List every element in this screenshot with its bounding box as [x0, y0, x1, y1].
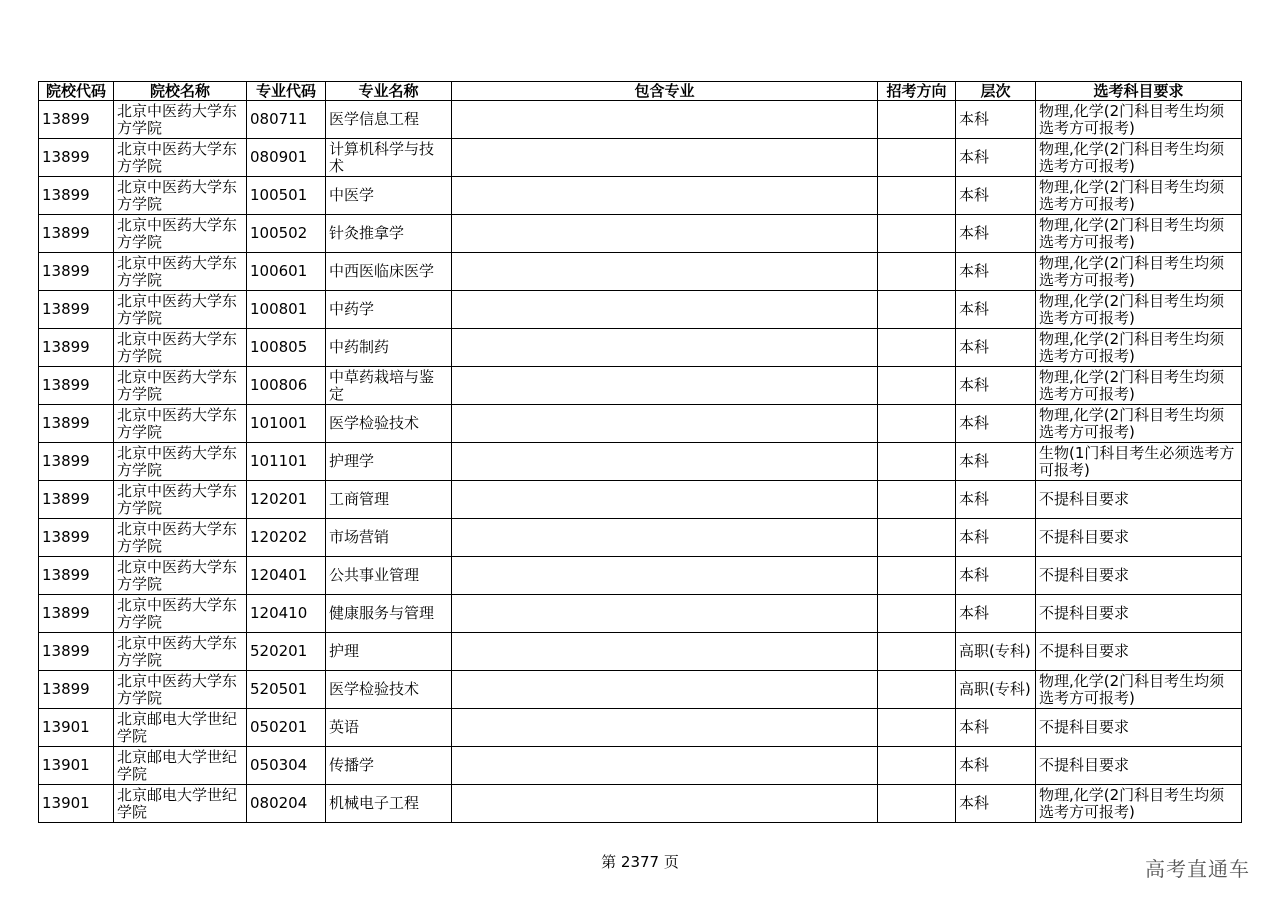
- table-row: [39, 405, 1242, 443]
- cell-level: 高职(专科): [956, 633, 1036, 671]
- cell-direction: [878, 329, 956, 367]
- cell-school-code: 13899: [39, 177, 114, 215]
- cell-level: 本科: [956, 785, 1036, 823]
- cell-level: 本科: [956, 101, 1036, 139]
- table-row: [39, 253, 1242, 291]
- cell-subject-requirement: 物理,化学(2门科目考生均须选考方可报考): [1036, 215, 1242, 253]
- header-cell-school-name: 院校名称: [114, 82, 247, 101]
- cell-major-code: 100501: [247, 177, 326, 215]
- cell-major-name: 工商管理: [326, 481, 452, 519]
- cell-level: 本科: [956, 405, 1036, 443]
- cell-major-code: 080901: [247, 139, 326, 177]
- table-row: [39, 329, 1242, 367]
- cell-included-majors: [452, 329, 878, 367]
- cell-included-majors: [452, 177, 878, 215]
- cell-major-code: 120201: [247, 481, 326, 519]
- cell-school-code: 13899: [39, 633, 114, 671]
- cell-major-name: 中医学: [326, 177, 452, 215]
- cell-major-code: 101101: [247, 443, 326, 481]
- cell-major-code: 520501: [247, 671, 326, 709]
- cell-major-code: 101001: [247, 405, 326, 443]
- cell-major-name: 医学信息工程: [326, 101, 452, 139]
- cell-major-code: 100502: [247, 215, 326, 253]
- cell-major-code: 050201: [247, 709, 326, 747]
- cell-included-majors: [452, 215, 878, 253]
- table-row: [39, 367, 1242, 405]
- cell-school-code: 13899: [39, 139, 114, 177]
- header-cell-level: 层次: [956, 82, 1036, 101]
- cell-major-name: 机械电子工程: [326, 785, 452, 823]
- cell-school-name: 北京中医药大学东方学院: [114, 405, 247, 443]
- cell-included-majors: [452, 785, 878, 823]
- admissions-table: [38, 81, 1242, 823]
- cell-included-majors: [452, 367, 878, 405]
- cell-major-name: 中西医临床医学: [326, 253, 452, 291]
- cell-major-name: 计算机科学与技术: [326, 139, 452, 177]
- cell-subject-requirement: 物理,化学(2门科目考生均须选考方可报考): [1036, 177, 1242, 215]
- cell-subject-requirement: 不提科目要求: [1036, 481, 1242, 519]
- cell-school-name: 北京中医药大学东方学院: [114, 215, 247, 253]
- cell-major-code: 050304: [247, 747, 326, 785]
- cell-school-code: 13899: [39, 405, 114, 443]
- cell-direction: [878, 747, 956, 785]
- cell-major-name: 市场营销: [326, 519, 452, 557]
- header-cell-major-name: 专业名称: [326, 82, 452, 101]
- cell-subject-requirement: 不提科目要求: [1036, 747, 1242, 785]
- cell-school-code: 13901: [39, 709, 114, 747]
- cell-major-name: 护理: [326, 633, 452, 671]
- cell-major-name: 中药制药: [326, 329, 452, 367]
- table-row: [39, 595, 1242, 633]
- cell-major-code: 100601: [247, 253, 326, 291]
- cell-level: 本科: [956, 215, 1036, 253]
- cell-school-code: 13899: [39, 595, 114, 633]
- table-row: [39, 101, 1242, 139]
- cell-direction: [878, 139, 956, 177]
- cell-major-name: 英语: [326, 709, 452, 747]
- header-cell-direction: 招考方向: [878, 82, 956, 101]
- cell-school-code: 13899: [39, 557, 114, 595]
- cell-direction: [878, 519, 956, 557]
- table-row: [39, 443, 1242, 481]
- cell-school-name: 北京中医药大学东方学院: [114, 177, 247, 215]
- cell-subject-requirement: 物理,化学(2门科目考生均须选考方可报考): [1036, 291, 1242, 329]
- cell-direction: [878, 709, 956, 747]
- cell-school-name: 北京中医药大学东方学院: [114, 253, 247, 291]
- cell-subject-requirement: 不提科目要求: [1036, 633, 1242, 671]
- cell-level: 本科: [956, 595, 1036, 633]
- cell-included-majors: [452, 557, 878, 595]
- cell-school-code: 13901: [39, 747, 114, 785]
- cell-subject-requirement: 不提科目要求: [1036, 595, 1242, 633]
- cell-level: 高职(专科): [956, 671, 1036, 709]
- header-cell-major-code: 专业代码: [247, 82, 326, 101]
- cell-included-majors: [452, 443, 878, 481]
- cell-major-code: 100805: [247, 329, 326, 367]
- table-row: [39, 481, 1242, 519]
- cell-subject-requirement: 不提科目要求: [1036, 557, 1242, 595]
- cell-major-code: 120410: [247, 595, 326, 633]
- cell-included-majors: [452, 253, 878, 291]
- table-row: [39, 177, 1242, 215]
- cell-major-name: 针灸推拿学: [326, 215, 452, 253]
- cell-level: 本科: [956, 481, 1036, 519]
- cell-direction: [878, 671, 956, 709]
- cell-school-name: 北京中医药大学东方学院: [114, 443, 247, 481]
- table-row: [39, 291, 1242, 329]
- cell-included-majors: [452, 671, 878, 709]
- cell-school-name: 北京邮电大学世纪学院: [114, 709, 247, 747]
- cell-level: 本科: [956, 747, 1036, 785]
- cell-school-name: 北京中医药大学东方学院: [114, 671, 247, 709]
- cell-level: 本科: [956, 709, 1036, 747]
- cell-major-code: 120202: [247, 519, 326, 557]
- table-row: [39, 785, 1242, 823]
- cell-school-code: 13899: [39, 367, 114, 405]
- cell-level: 本科: [956, 253, 1036, 291]
- cell-subject-requirement: 不提科目要求: [1036, 519, 1242, 557]
- table-row: [39, 557, 1242, 595]
- table-row: [39, 671, 1242, 709]
- page-number: 第 2377 页: [601, 853, 679, 871]
- table-row: [39, 709, 1242, 747]
- cell-major-code: 120401: [247, 557, 326, 595]
- cell-school-name: 北京中医药大学东方学院: [114, 329, 247, 367]
- table-row: [39, 633, 1242, 671]
- cell-direction: [878, 785, 956, 823]
- cell-major-code: 080711: [247, 101, 326, 139]
- cell-school-code: 13899: [39, 101, 114, 139]
- cell-school-code: 13899: [39, 291, 114, 329]
- cell-school-code: 13899: [39, 481, 114, 519]
- cell-subject-requirement: 不提科目要求: [1036, 709, 1242, 747]
- table-row: [39, 215, 1242, 253]
- cell-direction: [878, 443, 956, 481]
- cell-level: 本科: [956, 329, 1036, 367]
- cell-direction: [878, 633, 956, 671]
- cell-school-code: 13899: [39, 443, 114, 481]
- cell-school-code: 13899: [39, 329, 114, 367]
- cell-direction: [878, 595, 956, 633]
- cell-major-name: 中草药栽培与鉴定: [326, 367, 452, 405]
- cell-school-name: 北京中医药大学东方学院: [114, 595, 247, 633]
- cell-level: 本科: [956, 177, 1036, 215]
- cell-subject-requirement: 物理,化学(2门科目考生均须选考方可报考): [1036, 139, 1242, 177]
- cell-subject-requirement: 物理,化学(2门科目考生均须选考方可报考): [1036, 253, 1242, 291]
- cell-school-name: 北京邮电大学世纪学院: [114, 785, 247, 823]
- cell-included-majors: [452, 139, 878, 177]
- header-cell-included-majors: 包含专业: [452, 82, 878, 101]
- cell-direction: [878, 367, 956, 405]
- cell-direction: [878, 405, 956, 443]
- header-row: [39, 82, 1242, 101]
- cell-direction: [878, 291, 956, 329]
- cell-included-majors: [452, 709, 878, 747]
- cell-major-name: 中药学: [326, 291, 452, 329]
- cell-major-name: 健康服务与管理: [326, 595, 452, 633]
- cell-school-name: 北京中医药大学东方学院: [114, 557, 247, 595]
- cell-subject-requirement: 生物(1门科目考生必须选考方可报考): [1036, 443, 1242, 481]
- header-cell-school-code: 院校代码: [39, 82, 114, 101]
- header-cell-subject-requirement: 选考科目要求: [1036, 82, 1242, 101]
- cell-major-code: 080204: [247, 785, 326, 823]
- cell-subject-requirement: 物理,化学(2门科目考生均须选考方可报考): [1036, 785, 1242, 823]
- cell-included-majors: [452, 747, 878, 785]
- cell-major-code: 100806: [247, 367, 326, 405]
- cell-school-name: 北京中医药大学东方学院: [114, 139, 247, 177]
- cell-subject-requirement: 物理,化学(2门科目考生均须选考方可报考): [1036, 367, 1242, 405]
- cell-major-name: 公共事业管理: [326, 557, 452, 595]
- cell-included-majors: [452, 595, 878, 633]
- cell-school-name: 北京中医药大学东方学院: [114, 519, 247, 557]
- cell-major-name: 医学检验技术: [326, 405, 452, 443]
- cell-major-code: 520201: [247, 633, 326, 671]
- table-row: [39, 747, 1242, 785]
- cell-school-name: 北京中医药大学东方学院: [114, 633, 247, 671]
- cell-school-name: 北京中医药大学东方学院: [114, 101, 247, 139]
- cell-level: 本科: [956, 139, 1036, 177]
- table-body: [39, 101, 1242, 823]
- cell-direction: [878, 177, 956, 215]
- cell-direction: [878, 253, 956, 291]
- cell-major-code: 100801: [247, 291, 326, 329]
- cell-school-name: 北京中医药大学东方学院: [114, 291, 247, 329]
- table-row: [39, 519, 1242, 557]
- cell-subject-requirement: 物理,化学(2门科目考生均须选考方可报考): [1036, 405, 1242, 443]
- cell-included-majors: [452, 519, 878, 557]
- cell-major-name: 传播学: [326, 747, 452, 785]
- cell-level: 本科: [956, 557, 1036, 595]
- cell-major-name: 医学检验技术: [326, 671, 452, 709]
- cell-school-name: 北京邮电大学世纪学院: [114, 747, 247, 785]
- watermark-text: 高考直通车: [1145, 857, 1250, 881]
- cell-included-majors: [452, 481, 878, 519]
- cell-level: 本科: [956, 291, 1036, 329]
- cell-level: 本科: [956, 519, 1036, 557]
- cell-direction: [878, 481, 956, 519]
- cell-included-majors: [452, 291, 878, 329]
- cell-level: 本科: [956, 367, 1036, 405]
- cell-school-name: 北京中医药大学东方学院: [114, 481, 247, 519]
- cell-school-code: 13899: [39, 671, 114, 709]
- cell-direction: [878, 101, 956, 139]
- cell-subject-requirement: 物理,化学(2门科目考生均须选考方可报考): [1036, 101, 1242, 139]
- cell-school-code: 13899: [39, 253, 114, 291]
- cell-subject-requirement: 物理,化学(2门科目考生均须选考方可报考): [1036, 329, 1242, 367]
- cell-subject-requirement: 物理,化学(2门科目考生均须选考方可报考): [1036, 671, 1242, 709]
- cell-school-code: 13899: [39, 519, 114, 557]
- cell-school-code: 13901: [39, 785, 114, 823]
- cell-school-code: 13899: [39, 215, 114, 253]
- cell-level: 本科: [956, 443, 1036, 481]
- cell-direction: [878, 215, 956, 253]
- cell-direction: [878, 557, 956, 595]
- cell-included-majors: [452, 633, 878, 671]
- table-row: [39, 139, 1242, 177]
- cell-major-name: 护理学: [326, 443, 452, 481]
- cell-school-name: 北京中医药大学东方学院: [114, 367, 247, 405]
- cell-included-majors: [452, 101, 878, 139]
- cell-included-majors: [452, 405, 878, 443]
